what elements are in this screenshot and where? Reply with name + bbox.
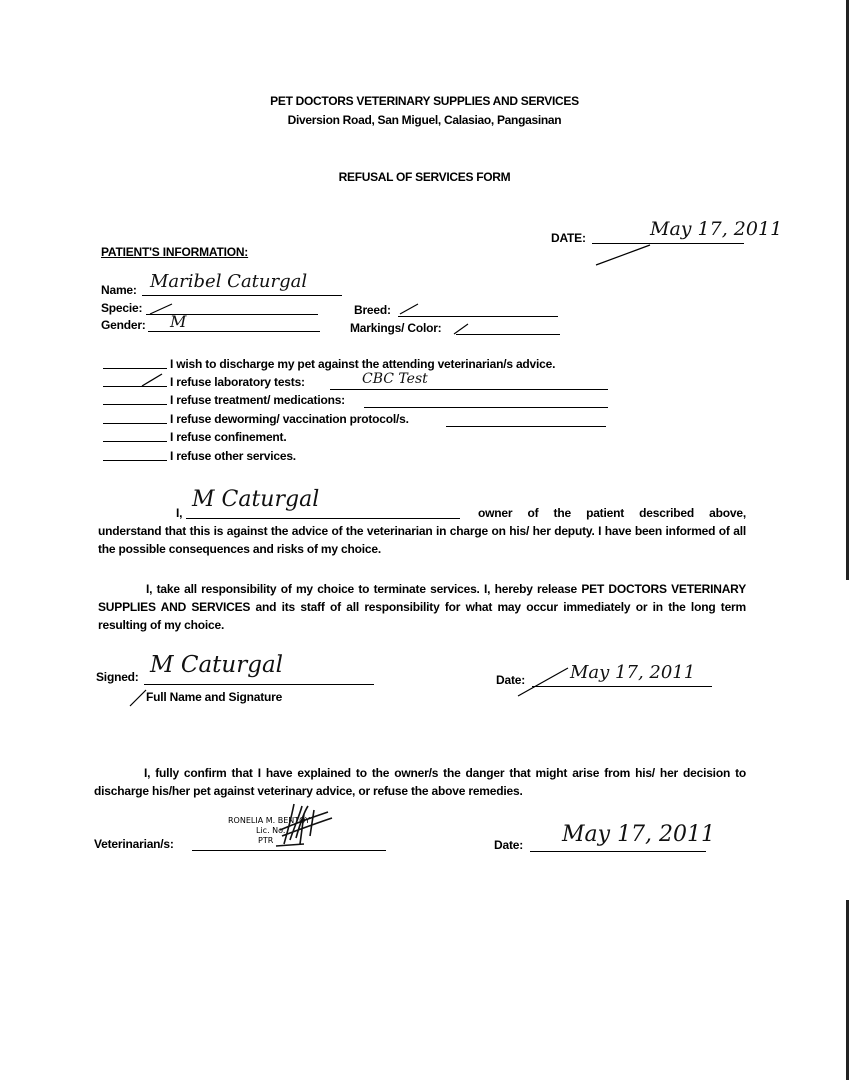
checkmark-slash (140, 372, 166, 388)
option-blank (103, 441, 167, 442)
option-discharge: I wish to discharge my pet against the attending veterinarian/s advice. (170, 357, 556, 371)
treatment-line (364, 407, 608, 408)
breed-line (398, 316, 558, 317)
markings-label: Markings/ Color: (350, 321, 442, 335)
breed-label: Breed: (354, 303, 391, 317)
date-handwritten: May 17, 2011 (650, 218, 783, 240)
option-blank (103, 423, 167, 424)
veterinarian-label: Veterinarian/s: (94, 837, 174, 851)
gender-label: Gender: (101, 318, 146, 332)
signed-label: Signed: (96, 670, 139, 684)
option-other: I refuse other services. (170, 449, 296, 463)
option-blank (103, 460, 167, 461)
owner-suffix: owner of the patient described above, (478, 506, 746, 520)
option-lab-tests: I refuse laboratory tests: (170, 375, 305, 389)
company-address: Diversion Road, San Miguel, Calasiao, Pangasinan (287, 113, 562, 127)
name-line (142, 295, 342, 296)
option-deworming: I refuse deworming/ vaccination protocol/s. (170, 412, 409, 426)
option-treatment: I refuse treatment/ medications: (170, 393, 345, 407)
owner-name-handwritten: M Caturgal (192, 487, 320, 512)
signed-date-handwritten: May 17, 2011 (570, 662, 696, 683)
vet-date-line (530, 851, 706, 852)
date-label: DATE: (551, 231, 586, 245)
lab-tests-handwritten: CBC Test (362, 371, 428, 387)
deworming-line (446, 426, 606, 427)
date-slash-mark (594, 243, 654, 267)
signature-line (144, 684, 374, 685)
patient-section-title: PATIENT'S INFORMATION: (101, 245, 249, 259)
owner-name-line (186, 518, 460, 519)
vet-signature-scribble (270, 800, 340, 850)
gender-handwritten: M (170, 312, 187, 331)
specie-label: Specie: (101, 301, 143, 315)
signed-date-label: Date: (496, 673, 526, 687)
lab-tests-line (330, 389, 608, 390)
option-blank (103, 404, 167, 405)
confirmation-paragraph: I, fully confirm that I have explained to the owner/s the danger that might arise from his/ her decision to discharge his/her pet against veterinary advice, or refuse the above remedies. (94, 766, 746, 798)
vet-date-label: Date: (494, 838, 524, 852)
vet-stamp-name: RONELIA M. BENTOY (228, 816, 310, 825)
breed-slash-mark (398, 302, 422, 316)
option-blank (103, 368, 167, 369)
form-title: REFUSAL OF SERVICES FORM (338, 170, 511, 184)
owner-prefix: I, (176, 506, 183, 520)
signature-caption: Full Name and Signature (146, 690, 283, 704)
owner-signature: M Caturgal (150, 652, 284, 678)
vet-stamp-ptr: PTR (258, 836, 274, 845)
veterinarian-line (192, 850, 386, 851)
vet-stamp-license: Lic. No. (256, 826, 286, 835)
name-handwritten: Maribel Caturgal (150, 271, 308, 292)
option-confinement: I refuse confinement. (170, 430, 287, 444)
statement-paragraph-2: I, take all responsibility of my choice to terminate services. I, hereby release PET DOCTORS VETERINARY SUPPLIES AND SERVICES and its staff of all responsibility for what may occur immediately or in the long term resulting of my choice. (98, 582, 746, 632)
markings-slash-mark (452, 322, 472, 336)
vet-date-handwritten: May 17, 2011 (562, 822, 716, 847)
signed-date-slash-mark (516, 666, 572, 698)
gender-line (148, 331, 320, 332)
statement-paragraph-1: understand that this is against the advice of the veterinarian in charge on his/ her deputy. I have been informed of all the possible consequences and risks of my choice. (98, 524, 746, 556)
name-label: Name: (101, 283, 137, 297)
company-name: PET DOCTORS VETERINARY SUPPLIES AND SERVICES (270, 94, 579, 108)
